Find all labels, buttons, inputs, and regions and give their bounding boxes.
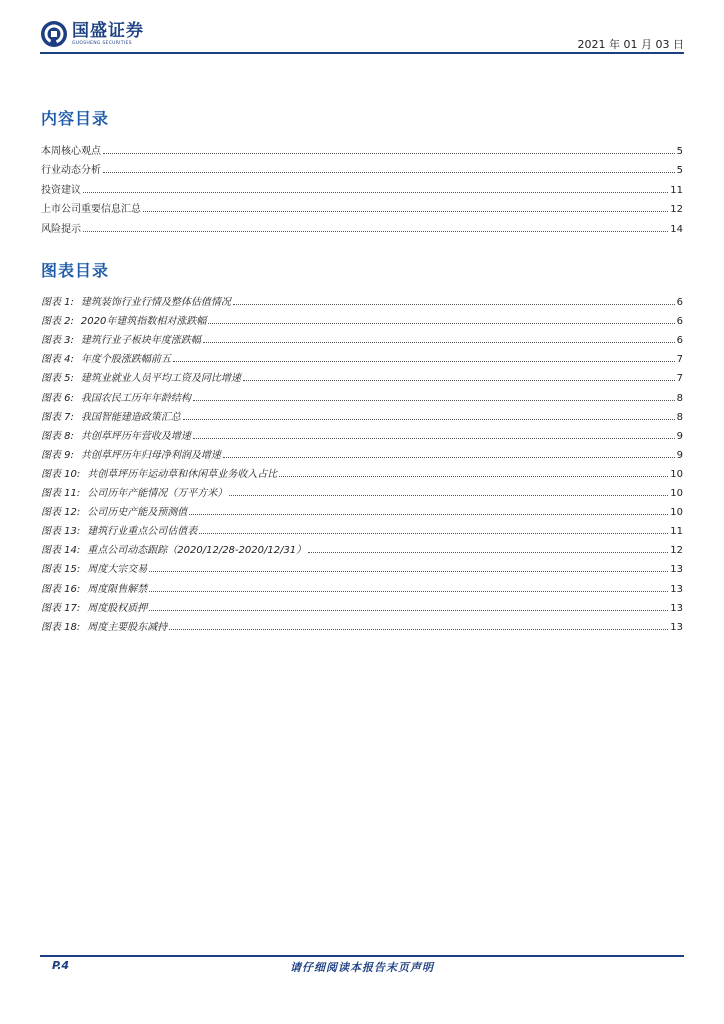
figure-entry-label: 图表 14: xyxy=(41,545,81,557)
figure-entry-label: 图表 3: xyxy=(41,335,74,347)
figure-entry[interactable] xyxy=(41,327,683,346)
dot-leader xyxy=(189,513,668,515)
figure-entry-title: 周度股权质押 xyxy=(87,602,148,614)
figure-entry-label: 图表 11: xyxy=(41,488,81,500)
figure-entry-label: 图表 18: xyxy=(41,621,81,633)
figure-entry[interactable] xyxy=(41,404,683,423)
figure-entry-label: 图表 2: xyxy=(41,316,74,328)
dot-leader xyxy=(233,303,675,305)
logo-chinese-name: 国盛证券 xyxy=(72,21,144,41)
figure-entry-page: 13 xyxy=(670,621,683,633)
page-header xyxy=(40,18,684,54)
logo-icon xyxy=(40,20,68,48)
toc-entry[interactable] xyxy=(41,196,683,216)
figure-entry-title: 公司历年产能情况（万平方米） xyxy=(87,488,228,500)
dot-leader xyxy=(223,456,675,458)
toc-entry-page: 5 xyxy=(676,165,683,176)
figure-entry-title: 我国农民工历年年龄结构 xyxy=(80,392,191,404)
dot-leader xyxy=(173,360,675,362)
dot-leader xyxy=(203,341,675,343)
figure-entry-title: 共创草坪历年运动草和休闲草业务收入占比 xyxy=(87,468,278,480)
figure-entry-page: 13 xyxy=(670,564,683,576)
figure-entry-page: 10 xyxy=(670,468,683,480)
figure-entry-label: 图表 10: xyxy=(41,468,81,480)
dot-leader xyxy=(199,532,668,534)
toc-entry[interactable] xyxy=(41,157,683,177)
figure-entry[interactable] xyxy=(41,442,683,461)
toc-entry-page: 14 xyxy=(670,223,683,235)
figure-entry-title: 建筑行业子板块年度涨跌幅 xyxy=(80,335,201,347)
figure-entry-page: 13 xyxy=(670,602,683,614)
figure-entry[interactable] xyxy=(41,365,683,384)
figure-entry-page: 9 xyxy=(676,449,683,461)
figure-entry-label: 图表 6: xyxy=(41,392,74,404)
figure-entry-title: 建筑行业重点公司估值表 xyxy=(87,526,198,538)
figure-entry-label: 图表 9: xyxy=(41,449,74,461)
figure-entry-page: 13 xyxy=(670,583,683,595)
dot-leader xyxy=(208,322,674,324)
figure-entry-page: 12 xyxy=(670,545,683,557)
toc-entry-title: 行业动态分析 xyxy=(41,165,101,176)
dot-leader xyxy=(143,210,668,212)
dot-leader xyxy=(169,628,668,630)
figure-entry[interactable] xyxy=(41,480,683,499)
toc-entry-page: 12 xyxy=(670,204,683,215)
figure-entry-title: 周度主要股东减持 xyxy=(87,621,168,633)
company-logo xyxy=(40,20,144,48)
dot-leader xyxy=(103,171,675,173)
figure-entry-title: 周度大宗交易 xyxy=(87,564,148,576)
figure-entry-page: 6 xyxy=(676,297,683,309)
figure-entry-page: 7 xyxy=(676,373,683,385)
toc-list xyxy=(41,137,683,235)
figure-entry-title: 建筑装饰行业行情及整体估值情况 xyxy=(80,297,231,309)
figure-entry-label: 图表 12: xyxy=(41,507,81,519)
dot-leader xyxy=(308,551,668,553)
figure-entry-title: 共创草坪历年归母净利润及增速 xyxy=(80,449,221,461)
header-divider xyxy=(40,52,684,54)
dot-leader xyxy=(193,437,675,439)
report-date: 2021 年 01 月 03 日 xyxy=(577,38,684,51)
figure-entry-page: 8 xyxy=(676,411,683,423)
dot-leader xyxy=(149,590,668,592)
figure-entry[interactable] xyxy=(41,518,683,537)
figure-entry-label: 图表 8: xyxy=(41,430,74,442)
figure-entry-title: 公司历史产能及预测值 xyxy=(87,507,188,519)
footer-divider xyxy=(40,955,684,957)
figure-entry-page: 6 xyxy=(676,316,683,328)
dot-leader xyxy=(83,191,668,193)
toc-entry[interactable] xyxy=(41,215,683,235)
page-number: P.4 xyxy=(52,959,70,972)
toc-entry-title: 本周核心观点 xyxy=(41,145,101,157)
toc-entry[interactable] xyxy=(41,176,683,196)
figure-entry-label: 图表 5: xyxy=(41,373,74,385)
figure-entry[interactable] xyxy=(41,614,683,633)
figure-entry-title: 2020年建筑指数相对涨跌幅 xyxy=(80,316,207,328)
figure-entry[interactable] xyxy=(41,384,683,403)
figure-entry[interactable] xyxy=(41,346,683,365)
figure-entry-title: 建筑业就业人员平均工资及同比增速 xyxy=(80,373,241,385)
figure-entry-page: 6 xyxy=(676,335,683,347)
disclaimer-note: 请仔细阅读本报告末页声明 xyxy=(290,961,434,974)
dot-leader xyxy=(243,379,675,381)
dot-leader xyxy=(193,399,675,401)
dot-leader xyxy=(83,230,668,232)
figure-toc-list xyxy=(41,289,683,633)
figure-entry[interactable] xyxy=(41,461,683,480)
figure-entry-label: 图表 4: xyxy=(41,354,74,366)
figure-entry-label: 图表 7: xyxy=(41,411,74,423)
figure-entry-title: 周度限售解禁 xyxy=(87,583,148,595)
figure-entry-page: 10 xyxy=(670,488,683,500)
dot-leader xyxy=(229,494,668,496)
figure-entry-page: 7 xyxy=(676,354,683,366)
dot-leader xyxy=(103,152,675,154)
figure-entry[interactable] xyxy=(41,595,683,614)
figure-entry[interactable] xyxy=(41,537,683,556)
toc-entry-title: 上市公司重要信息汇总 xyxy=(41,204,141,215)
figure-entry-label: 图表 16: xyxy=(41,583,81,595)
figure-entry[interactable] xyxy=(41,499,683,518)
figure-entry-label: 图表 17: xyxy=(41,602,81,614)
figure-entry-page: 10 xyxy=(670,507,683,519)
figure-entry[interactable] xyxy=(41,308,683,327)
logo-english-name: GUOSHENG SECURITIES xyxy=(72,41,132,46)
figure-entry-title: 重点公司动态跟踪（2020/12/28-2020/12/31） xyxy=(87,545,307,557)
figure-entry-title: 我国智能建造政策汇总 xyxy=(80,411,181,423)
dot-leader xyxy=(149,570,668,572)
toc-title: 内容目录 xyxy=(41,109,110,128)
figure-entry-page: 9 xyxy=(676,430,683,442)
toc-entry-page: 5 xyxy=(676,145,683,157)
figure-entry[interactable] xyxy=(41,575,683,594)
dot-leader xyxy=(149,609,668,611)
dot-leader xyxy=(279,475,668,477)
toc-entry[interactable] xyxy=(41,137,683,157)
figure-entry-label: 图表 15: xyxy=(41,564,81,576)
toc-entry-title: 风险提示 xyxy=(41,223,81,235)
figure-toc-title: 图表目录 xyxy=(41,261,110,280)
figure-entry-label: 图表 1: xyxy=(41,297,74,309)
figure-entry-title: 共创草坪历年营收及增速 xyxy=(80,430,191,442)
figure-entry[interactable] xyxy=(41,289,683,308)
figure-entry[interactable] xyxy=(41,556,683,575)
figure-entry-page: 8 xyxy=(676,392,683,404)
dot-leader xyxy=(183,418,675,420)
figure-entry[interactable] xyxy=(41,423,683,442)
toc-entry-page: 11 xyxy=(670,184,683,196)
figure-entry-title: 年度个股涨跌幅前五 xyxy=(80,354,171,366)
figure-entry-page: 11 xyxy=(670,526,683,538)
toc-entry-title: 投资建议 xyxy=(41,184,81,196)
figure-entry-label: 图表 13: xyxy=(41,526,81,538)
